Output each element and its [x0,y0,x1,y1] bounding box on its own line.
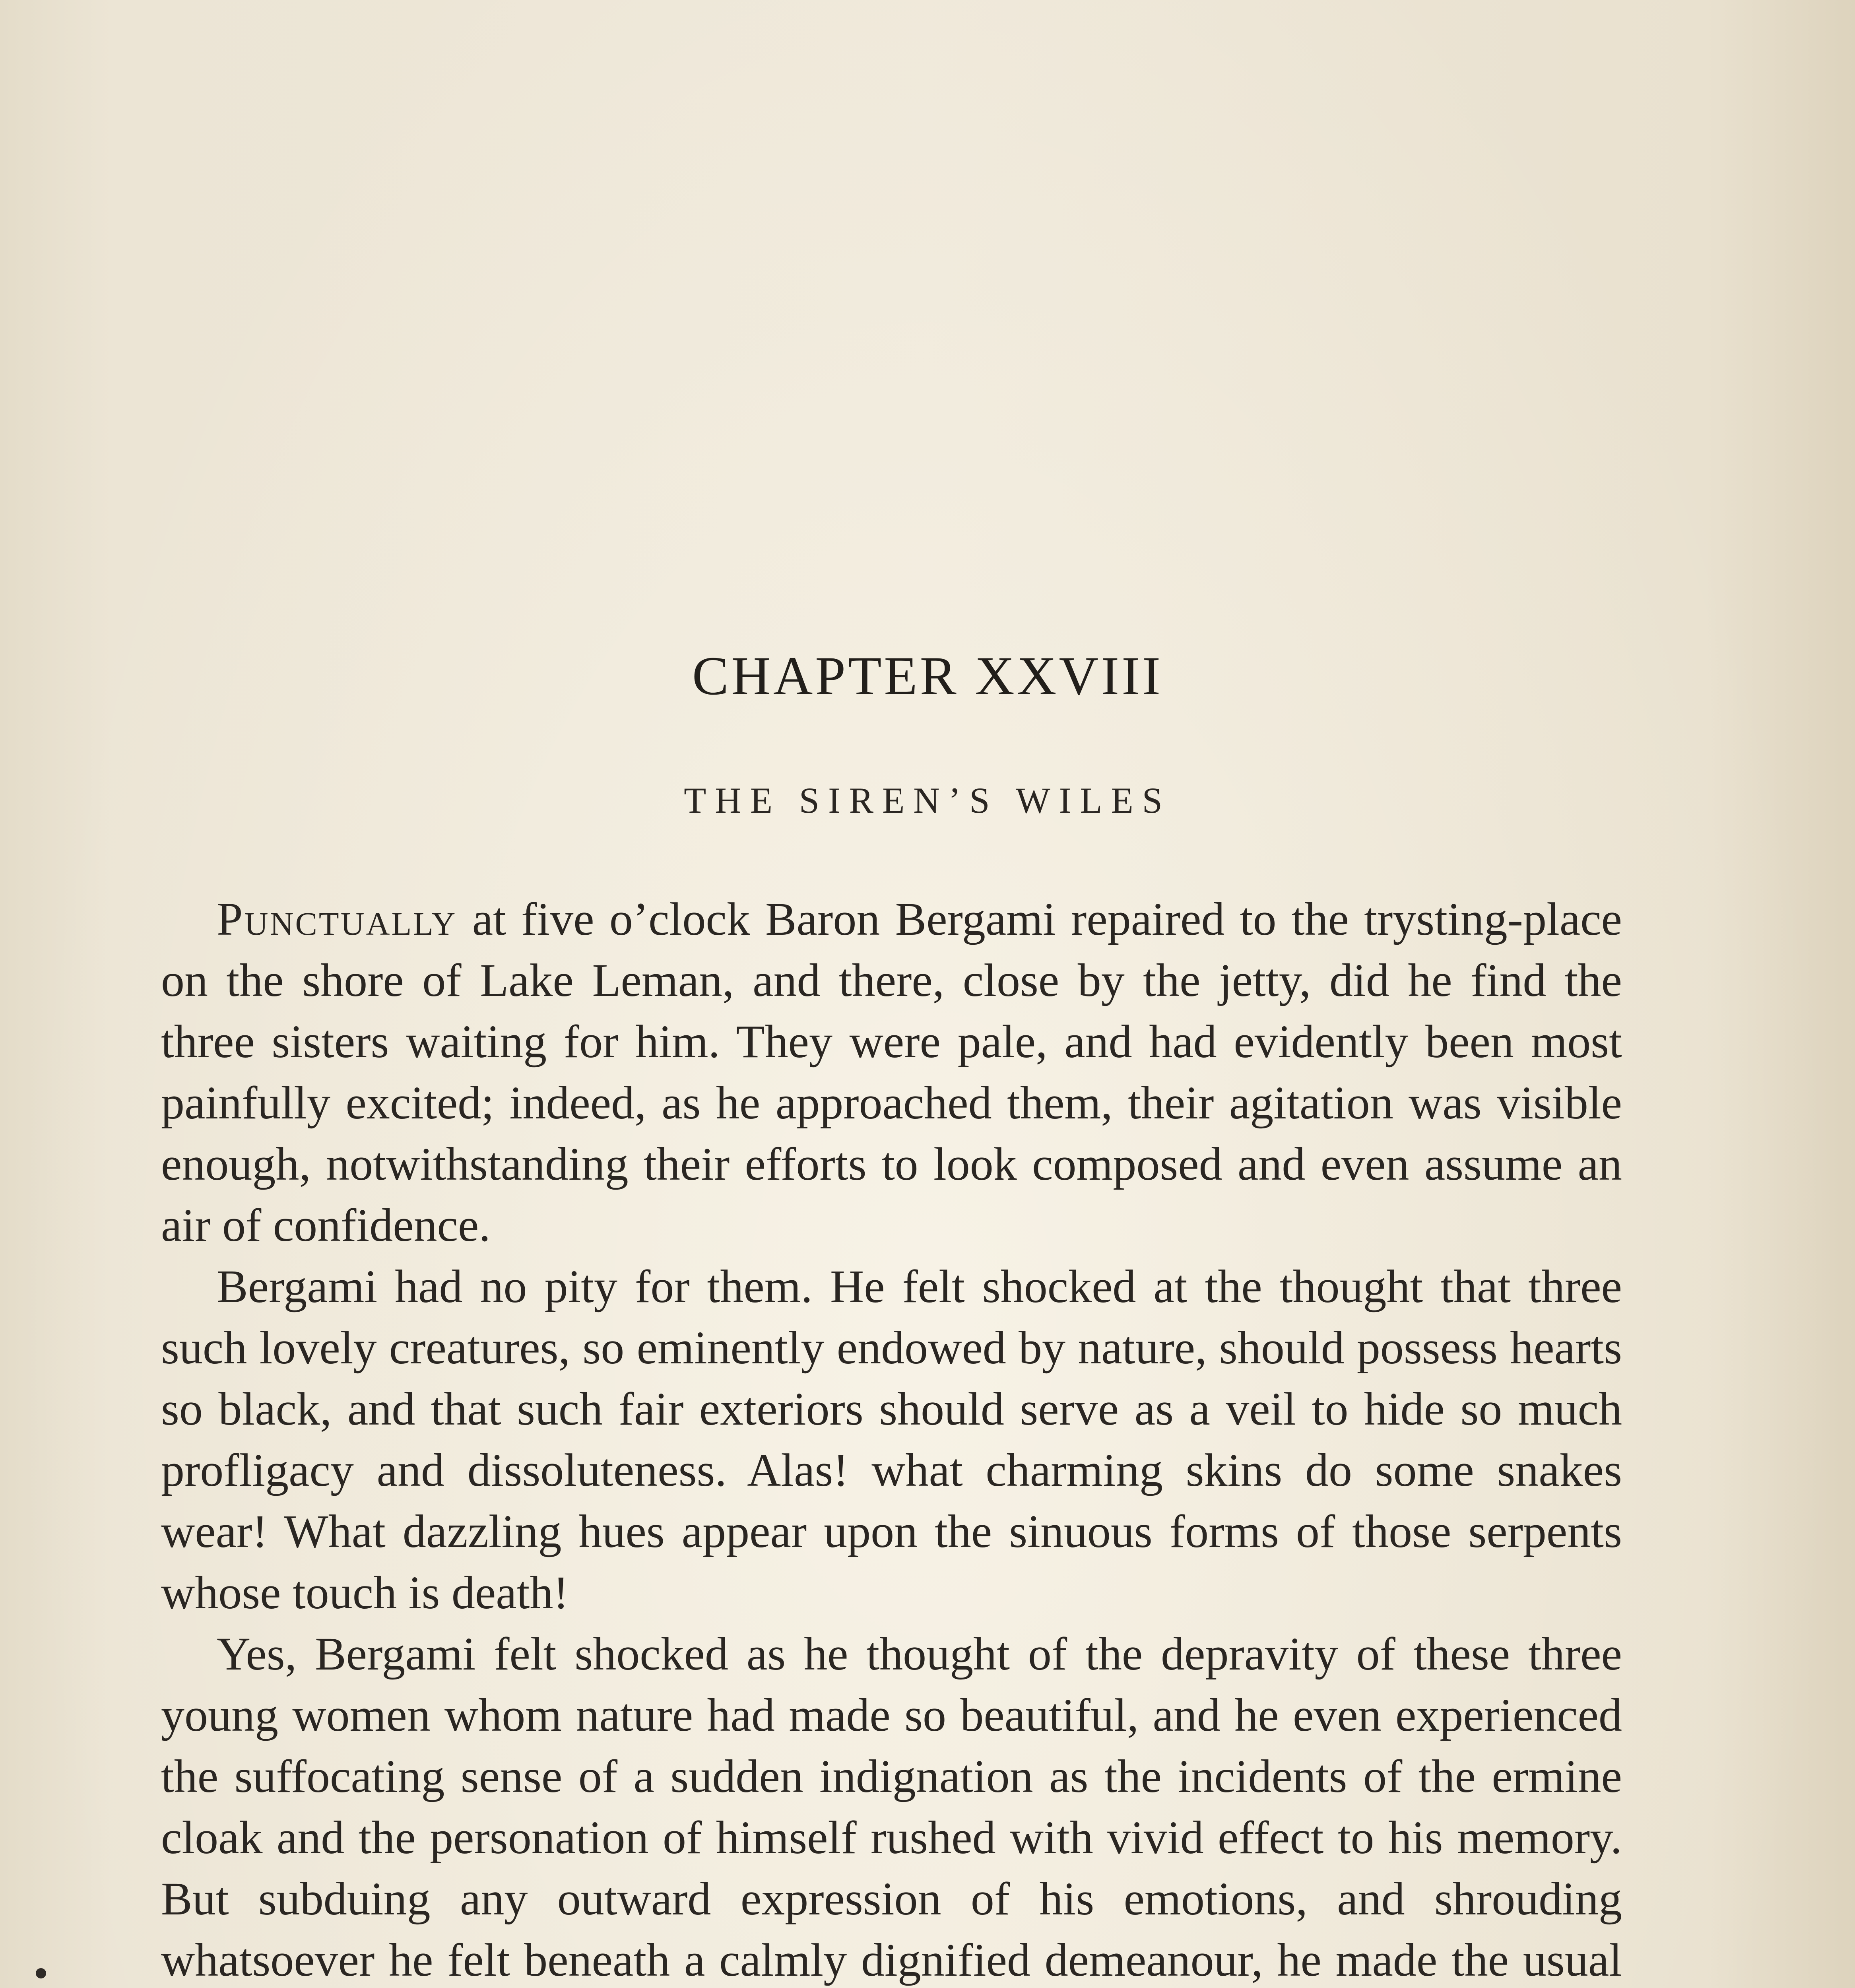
paragraph-text: Yes, Bergami felt shocked as he thought of the depravity of these three young women whom nature had made so beautiful, and he even experienced the suffocating sense of a sudden indignation as the incidents of the ermine cloak and the personation of himself rushed with vivid effect to his memory. But subduing any outward expression of his emotions, and shrouding whatsoever he felt beneath a calmly dignified demeanour, he made the usual [161,1628,1622,1986]
paragraph [161,889,1622,1256]
ink-speck [36,1968,46,1978]
bleed-through-text [167,80,1638,582]
chapter-title: CHAPTER XXVIII [692,645,1163,706]
paragraph [161,1623,1622,1988]
paragraph [161,1256,1622,1623]
paragraph-text: at five o’clock Baron Bergami repaired to the trysting-place on the shore of Lake Leman, and there, close by the jetty, did he find the three sisters waiting for him. They were pale, and had evidently been most painfully excited; indeed, as he approached them, their agitation was visible enough, notwithstanding their efforts to look composed and even assume an air of confidence. [161,893,1622,1251]
chapter-body [161,889,1622,1988]
paragraph-lead-word: Punctually [217,893,457,945]
paragraph-text: Bergami had no pity for them. He felt shocked at the thought that three such lovely creatures, so eminently endowed by nature, should possess hearts so black, and that such fair exteriors should serve as a veil to hide so much profligacy and dissoluteness. Alas! what charming skins do some snakes wear! What dazzling hues appear upon the sinuous forms of those serpents whose touch is death! [161,1260,1622,1619]
chapter-subtitle: THE SIREN’S WILES [684,780,1171,821]
